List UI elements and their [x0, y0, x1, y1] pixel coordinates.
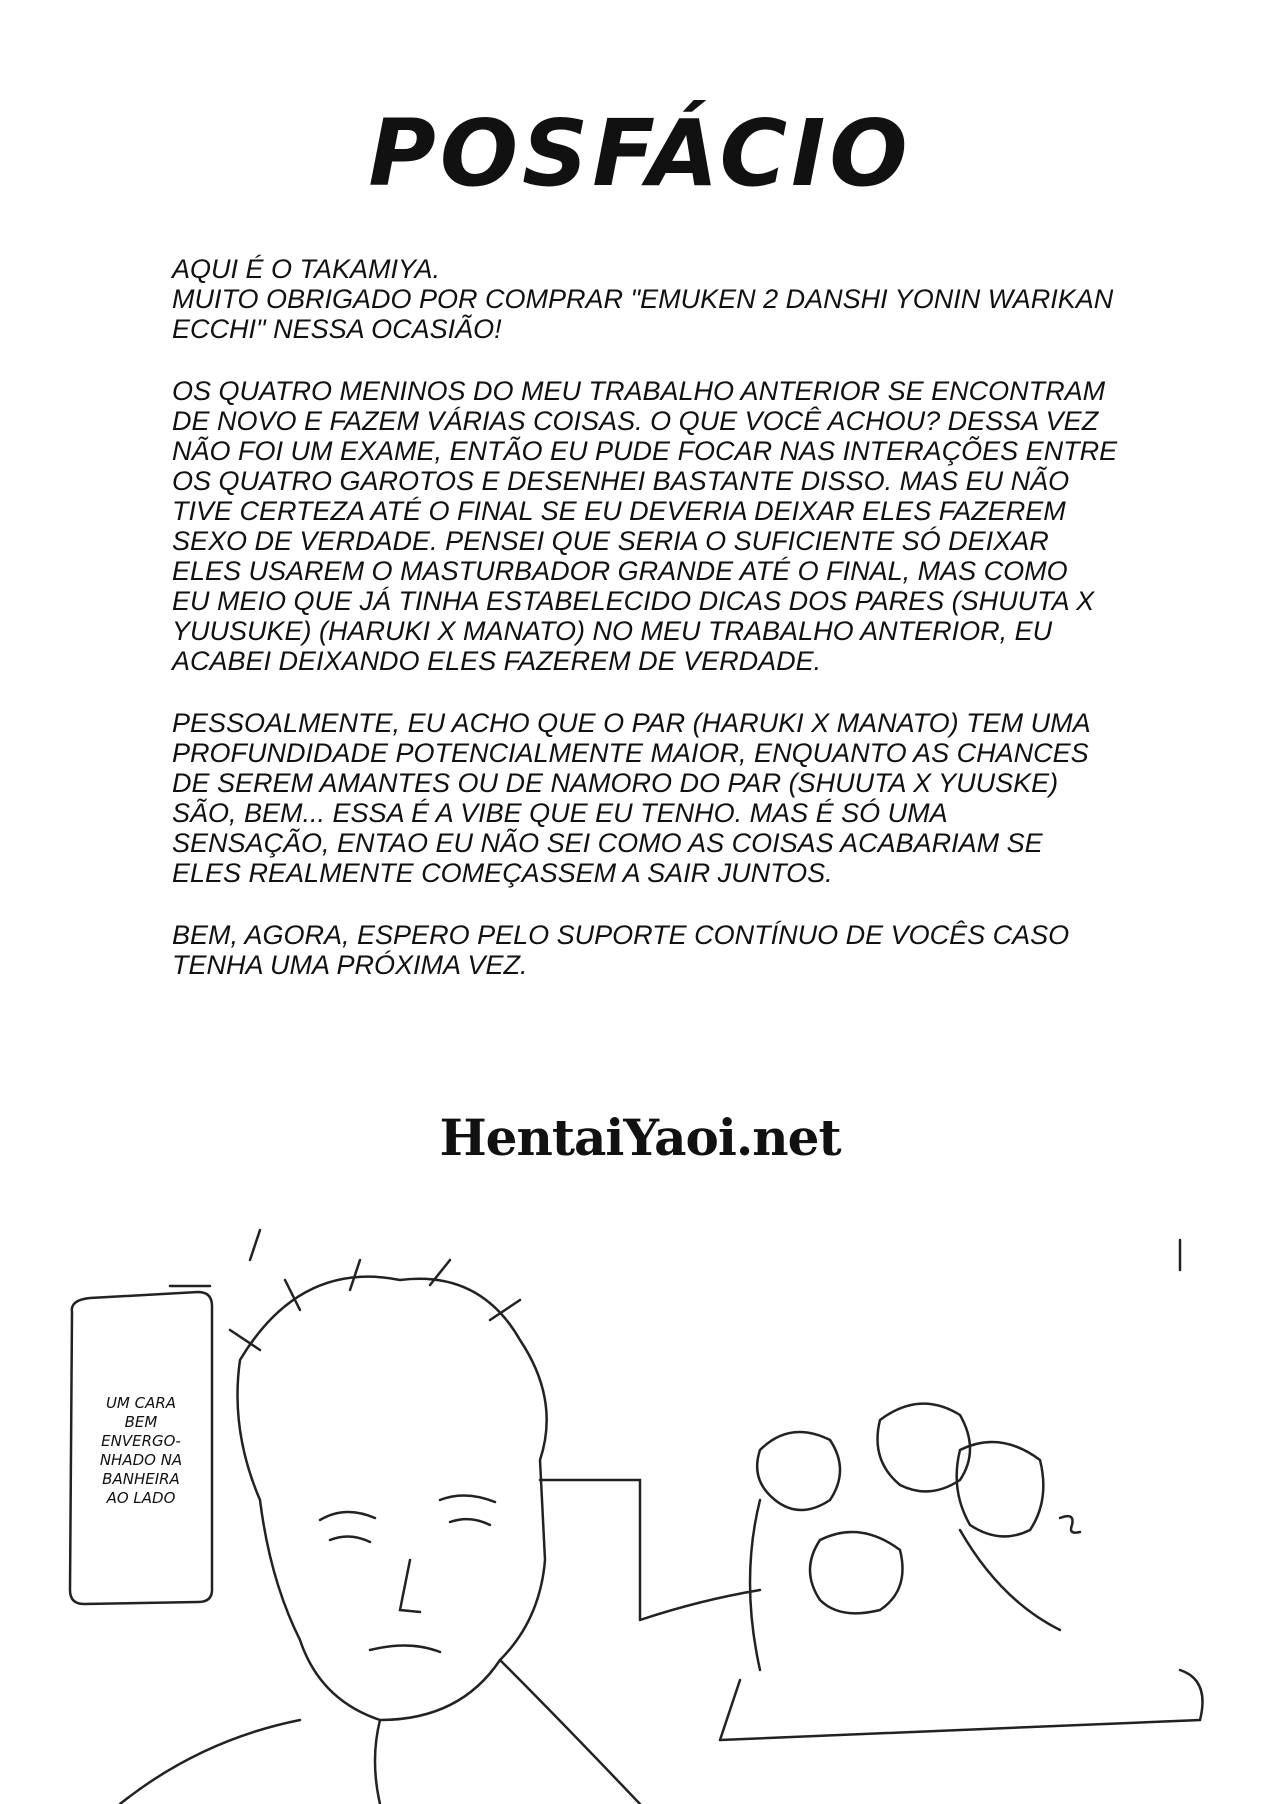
text-line: AQUI É O TAKAMIYA.: [172, 254, 441, 284]
text-line: DE NOVO E FAZEM VÁRIAS COISAS. O QUE VOCÊ ACHOU? DESSA VEZ: [172, 406, 1099, 436]
caption-box-text: [68, 1306, 214, 1596]
text-line: PESSOALMENTE, EU ACHO QUE O PAR (HARUKI X MANATO) TEM UMA: [172, 708, 1091, 738]
caption-line: BANHEIRA: [102, 1470, 180, 1488]
foreground-character: [238, 1277, 547, 1720]
text-line: ELES USAREM O MASTURBADOR GRANDE ATÉ O FINAL, MAS COMO: [172, 556, 1068, 586]
caption-line: UM CARA: [105, 1394, 177, 1412]
text-line: SENSAÇÃO, ENTAO EU NÃO SEI COMO AS COISAS ACABARIAM SE: [172, 828, 1043, 858]
text-line: DE SEREM AMANTES OU DE NAMORO DO PAR (SHUUTA X YUUSKE): [172, 768, 1059, 798]
text-line: SEXO DE VERDADE. PENSEI QUE SERIA O SUFICIENTE SÓ DEIXAR: [172, 526, 1049, 556]
paragraph: [172, 708, 1192, 888]
text-line: PROFUNDIDADE POTENCIALMENTE MAIOR, ENQUANTO AS CHANCES: [172, 738, 1089, 768]
site-watermark: HentaiYaoi.net: [439, 1108, 841, 1167]
page-title: POSFÁCIO: [368, 100, 912, 207]
caption-line: BEM: [124, 1413, 158, 1431]
paragraph: [172, 254, 1192, 344]
text-line: ECCHI" NESSA OCASIÃO!: [172, 314, 502, 344]
text-line: ACABEI DEIXANDO ELES FAZEREM DE VERDADE.: [172, 646, 822, 676]
text-line: OS QUATRO GAROTOS E DESENHEI BASTANTE DISSO. MAS EU NÃO: [172, 466, 1070, 496]
text-line: NÃO FOI UM EXAME, ENTÃO EU PUDE FOCAR NAS INTERAÇÕES ENTRE: [172, 436, 1118, 466]
text-line: TIVE CERTEZA ATÉ O FINAL SE EU DEVERIA DEIXAR ELES FAZEREM: [172, 496, 1066, 526]
text-line: SÃO, BEM... ESSA É A VIBE QUE EU TENHO. MAS É SÓ UMA: [172, 798, 948, 828]
text-line: OS QUATRO MENINOS DO MEU TRABALHO ANTERIOR SE ENCONTRAM: [172, 376, 1106, 406]
afterword-text: [172, 254, 1192, 1012]
text-line: TENHA UMA PRÓXIMA VEZ.: [172, 950, 528, 980]
background-characters: [757, 1432, 840, 1510]
text-line: EU MEIO QUE JÁ TINHA ESTABELECIDO DICAS DOS PARES (SHUUTA X: [172, 586, 1095, 616]
caption-line: ENVERGO-: [101, 1432, 181, 1450]
text-line: YUUSUKE) (HARUKI X MANATO) NO MEU TRABALHO ANTERIOR, EU: [172, 616, 1053, 646]
paragraph: [172, 376, 1192, 676]
bathtub: [540, 1480, 760, 1620]
text-line: MUITO OBRIGADO POR COMPRAR "EMUKEN 2 DANSHI YONIN WARIKAN: [172, 284, 1114, 314]
caption-line: AO LADO: [106, 1489, 176, 1507]
text-line: BEM, AGORA, ESPERO PELO SUPORTE CONTÍNUO DE VOCÊS CASO: [172, 920, 1070, 950]
caption-line: NHADO NA: [99, 1451, 183, 1469]
text-line: ELES REALMENTE COMEÇASSEM A SAIR JUNTOS.: [172, 858, 833, 888]
paragraph: [172, 920, 1192, 980]
